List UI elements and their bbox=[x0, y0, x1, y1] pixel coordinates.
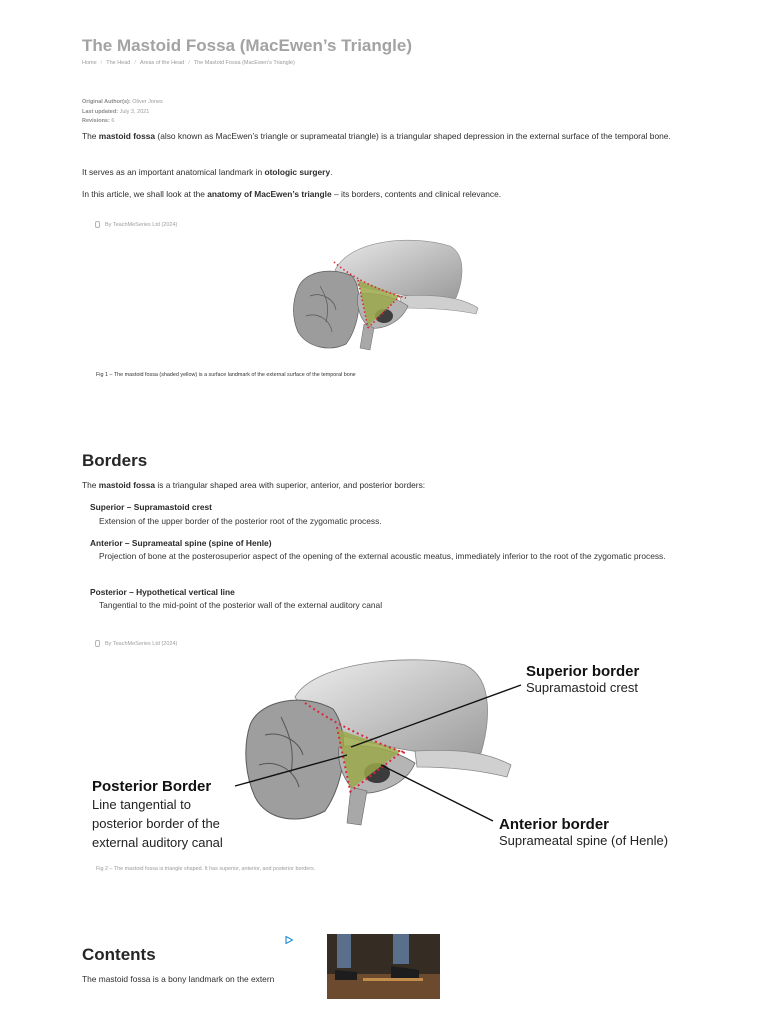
label-anterior-sub: Suprameatal spine (of Henle) bbox=[499, 833, 669, 848]
contents-text: The mastoid fossa is a bony landmark on the extern bbox=[82, 974, 275, 984]
page-title: The Mastoid Fossa (MacEwen’s Triangle) bbox=[82, 36, 412, 55]
intro-paragraph-2: It serves as an important anatomical landmark in otologic surgery. bbox=[82, 167, 333, 177]
author-link[interactable]: Oliver Jones bbox=[132, 99, 163, 105]
border-superior-desc: Extension of the upper border of the posterior root of the zygomatic process. bbox=[99, 516, 382, 526]
figure2-labelled-diagram bbox=[85, 655, 690, 860]
breadcrumb-current: The Mastoid Fossa (MacEwen’s Triangle) bbox=[193, 60, 295, 66]
intro-paragraph-3: In this article, we shall look at the anatomy of MacEwen’s triangle – its borders, contents and clinical relevance. bbox=[82, 189, 502, 199]
figure1-temporal-bone-image bbox=[290, 236, 480, 360]
meta-revisions: Revisions: 6 bbox=[82, 118, 115, 124]
label-posterior-line3: external auditory canal bbox=[92, 835, 223, 850]
label-superior-title: Superior border bbox=[526, 663, 640, 680]
ad-choices-icon[interactable] bbox=[284, 935, 294, 945]
borders-intro: The mastoid fossa is a triangular shaped area with superior, anterior, and posterior borders: bbox=[82, 480, 426, 490]
revisions-link[interactable]: 6 bbox=[111, 118, 115, 124]
copyright-icon bbox=[95, 640, 100, 647]
borders-heading: Borders bbox=[82, 451, 148, 470]
border-anterior-title: Anterior – Suprameatal spine (spine of Henle) bbox=[90, 538, 272, 548]
label-posterior-line1: Line tangential to bbox=[92, 797, 192, 812]
figure2-caption: Fig 2 – The mastoid fossa is triangle shaped. It has superior, anterior, and posterior borders. bbox=[96, 866, 316, 872]
figure1-credit: By TeachMeSeries Ltd (2024) bbox=[95, 221, 177, 228]
label-posterior-line2: posterior border of the bbox=[92, 816, 220, 831]
breadcrumb-areas-of-head[interactable]: Areas of the Head bbox=[139, 60, 185, 66]
breadcrumb-separator: / bbox=[134, 60, 136, 66]
anterior-leader-line bbox=[381, 765, 493, 821]
video-thumbnail-image bbox=[327, 934, 440, 999]
breadcrumb-separator: / bbox=[100, 60, 103, 66]
zygomatic-process bbox=[415, 750, 511, 777]
figure1-caption: Fig 1 – The mastoid fossa (shaded yellow) is a surface landmark of the external surface of the temporal bone bbox=[96, 372, 356, 378]
meta-updated: Last updated: July 3, 2021 bbox=[82, 108, 150, 115]
breadcrumb bbox=[82, 60, 295, 66]
intro-paragraph-1: The mastoid fossa (also known as MacEwen’s triangle or suprameatal triangle) is a triangular shaped depression in the external surface of the temporal bone. bbox=[82, 131, 671, 141]
breadcrumb-home[interactable]: Home bbox=[82, 60, 97, 66]
border-anterior-desc: Projection of bone at the posterosuperior aspect of the opening of the external acoustic meatus, immediately inferior to the root of the zygomatic process. bbox=[99, 551, 666, 561]
figure2-credit: By TeachMeSeries Ltd (2024) bbox=[95, 640, 177, 647]
label-posterior-title: Posterior Border bbox=[92, 778, 212, 795]
contents-heading: Contents bbox=[82, 945, 156, 964]
label-superior-sub: Supramastoid crest bbox=[526, 680, 638, 695]
border-superior-title: Superior – Supramastoid crest bbox=[90, 502, 212, 512]
breadcrumb-separator: / bbox=[188, 60, 190, 66]
border-posterior-desc: Tangential to the mid-point of the posterior wall of the external auditory canal bbox=[99, 600, 383, 610]
meta-author: Original Author(s): Oliver Jones bbox=[82, 99, 163, 105]
video-ad-thumbnail[interactable] bbox=[327, 934, 440, 999]
breadcrumb-the-head[interactable]: The Head bbox=[106, 60, 131, 66]
copyright-icon bbox=[95, 221, 100, 228]
label-anterior-title: Anterior border bbox=[499, 816, 610, 833]
border-posterior-title: Posterior – Hypothetical vertical line bbox=[90, 587, 235, 597]
article-meta bbox=[82, 98, 163, 127]
